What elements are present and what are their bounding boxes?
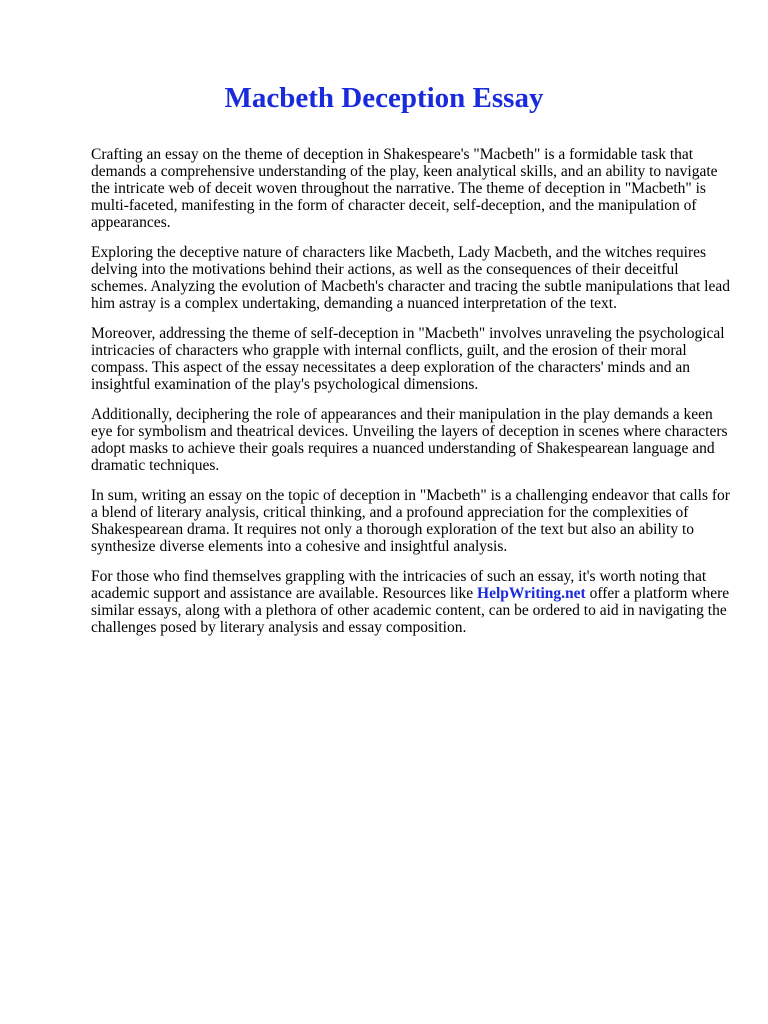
paragraph-self-deception: Moreover, addressing the theme of self-deception in "Macbeth" involves unraveling the psychological intricacies of characters who grapple with internal conflicts, guilt, and the erosion of their moral compass. This aspect of the essay necessitates a deep exploration of the characters' minds and an insightful examination of the play's psychological dimensions. [91, 325, 725, 393]
closing-text-after-link: offer a platform where similar essays, along with a plethora of other academic content, can be ordered to aid in navigating the challenges posed by literary analysis and essay composition. [91, 585, 730, 636]
paragraph-characters: Exploring the deceptive nature of characters like Macbeth, Lady Macbeth, and the witches requires delving into the motivations behind their actions, as well as the consequences of their deceitful schemes. Analyzing the evolution of Macbeth's character and tracing the subtle manipulations that lead him astray is a complex undertaking, demanding a nuanced interpretation of the text. [91, 244, 730, 312]
paragraph-closing [91, 568, 733, 636]
paragraph-summary: In sum, writing an essay on the topic of deception in "Macbeth" is a challenging endeavor that calls for a blend of literary analysis, critical thinking, and a profound appreciation for the complexities of Shakespearean drama. It requires not only a thorough exploration of the text but also an ability to synthesize diverse elements into a cohesive and insightful analysis. [91, 487, 730, 555]
paragraph-intro: Crafting an essay on the theme of deception in Shakespeare's "Macbeth" is a formidable task that demands a comprehensive understanding of the play, keen analytical skills, and an ability to navigate the intricate web of deceit woven throughout the narrative. The theme of deception in "Macbeth" is multi-faceted, manifesting in the form of character deceit, self-deception, and the manipulation of appearances. [91, 146, 718, 231]
document-body [91, 146, 733, 649]
document-title: Macbeth Deception Essay [224, 82, 544, 114]
closing-text-before-link: For those who find themselves grappling with the intricacies of such an essay, it's worth noting that academic support and assistance are available. Resources like [91, 568, 707, 602]
paragraph-appearances: Additionally, deciphering the role of appearances and their manipulation in the play demands a keen eye for symbolism and theatrical devices. Unveiling the layers of deception in scenes where characters adopt masks to achieve their goals requires a nuanced understanding of Shakespearean language and dramatic techniques. [91, 406, 728, 474]
helpwriting-link[interactable]: HelpWriting.net [477, 585, 586, 602]
